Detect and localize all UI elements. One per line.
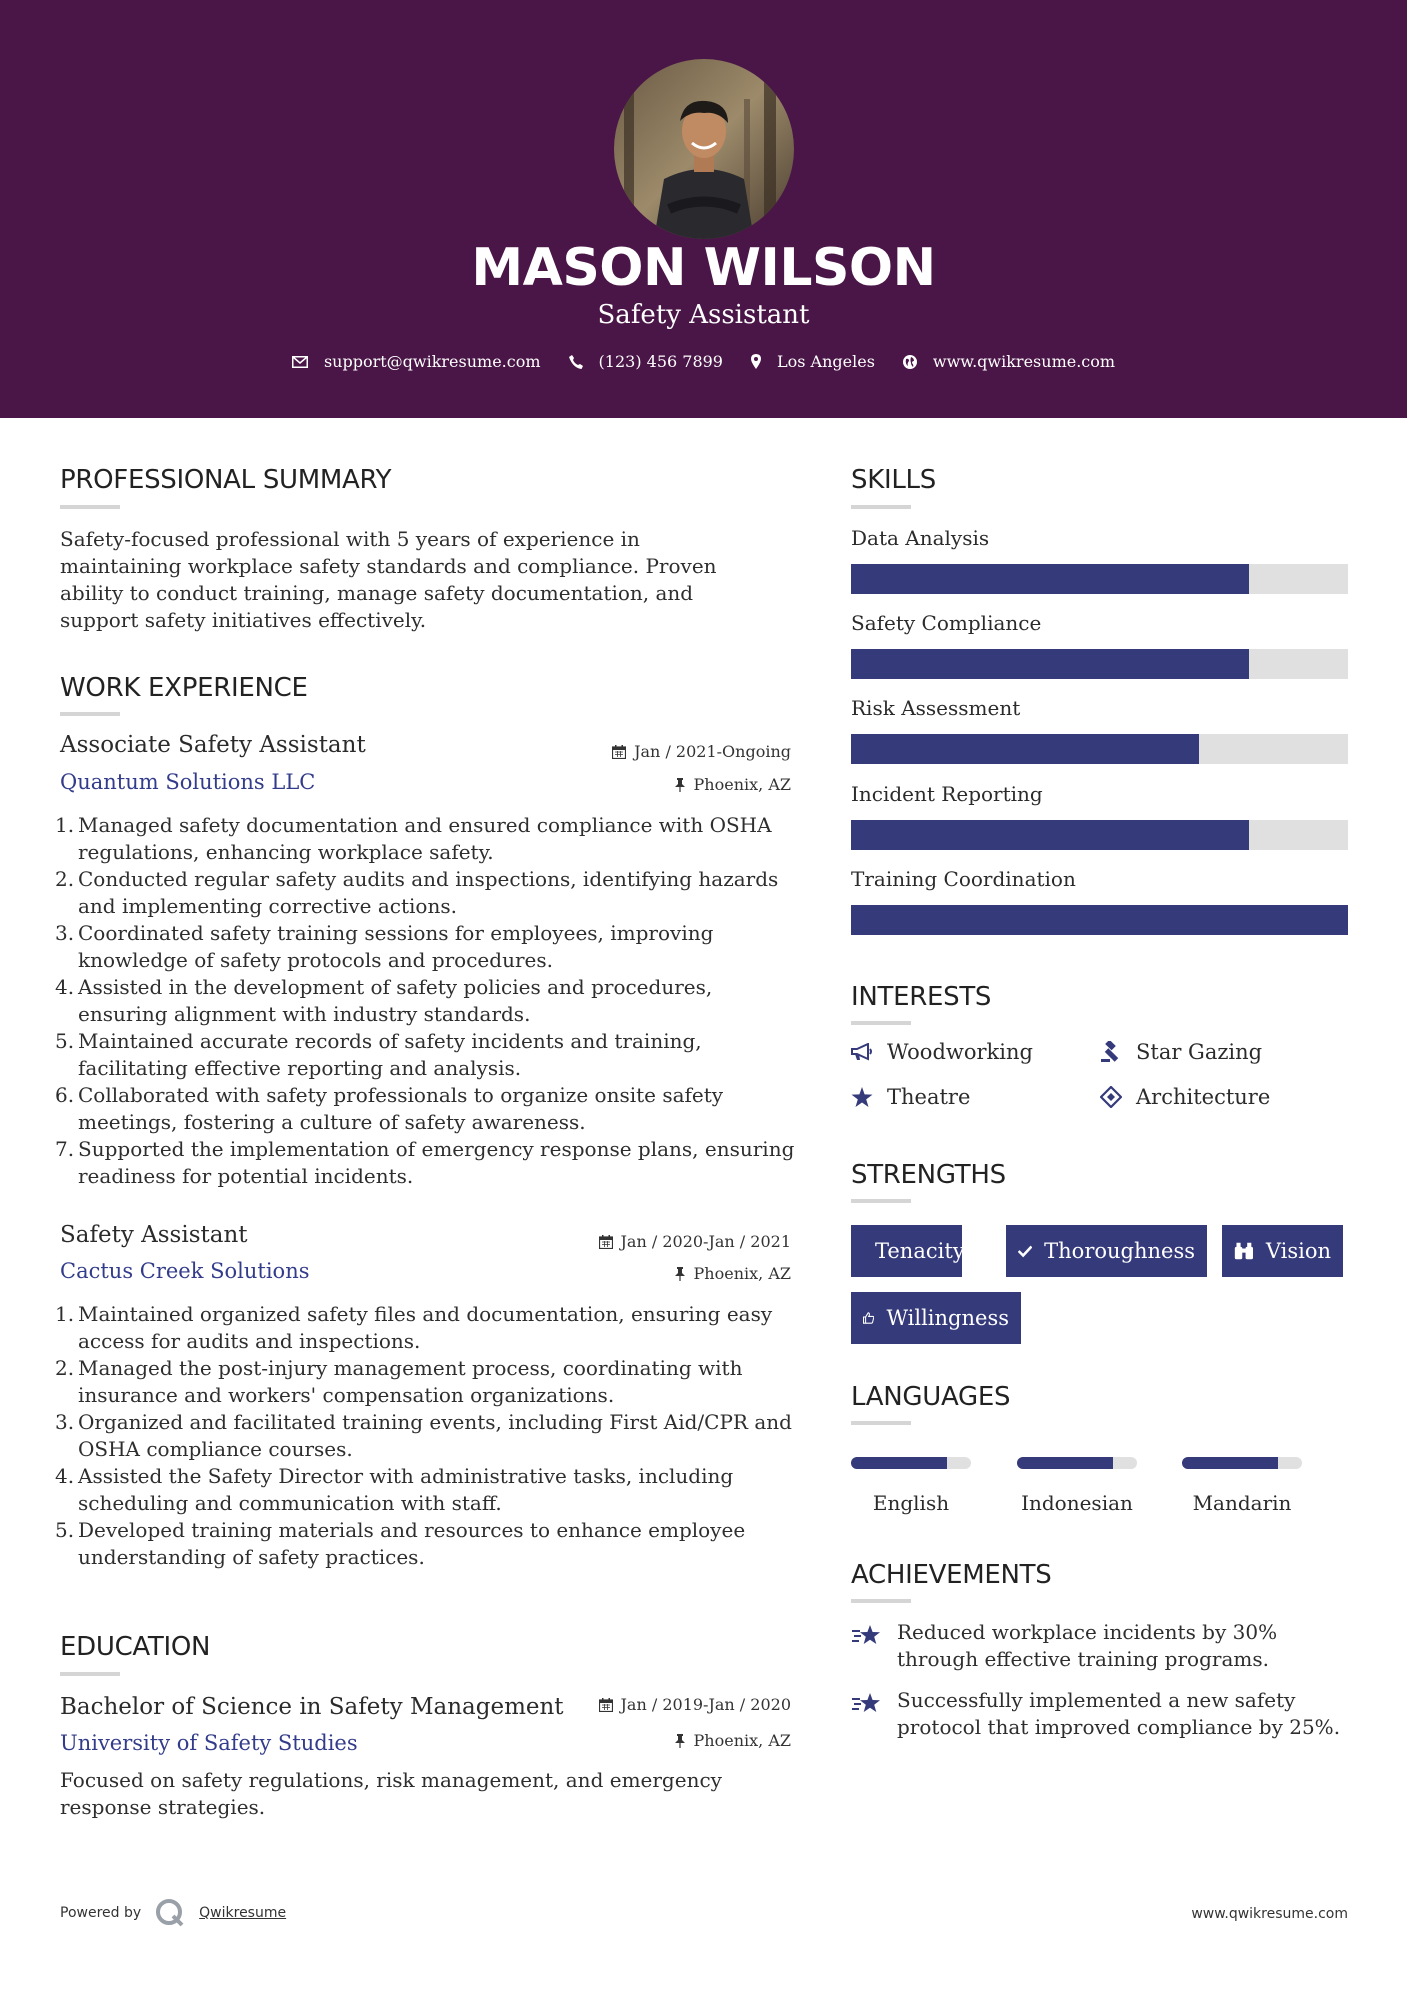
strengths-divider: [851, 1199, 911, 1203]
job-bullets: [55, 812, 800, 1190]
language-item: [1017, 1457, 1139, 1515]
job-title: Associate Safety Assistant: [60, 732, 366, 758]
skill-bar: [851, 820, 1348, 850]
work-divider: [60, 712, 120, 716]
achievement-text: Successfully implemented a new safety protocol that improved compliance by 25%.: [897, 1688, 1341, 1739]
achievement-item: [851, 1619, 1351, 1673]
list-item: 3. Coordinated safety training sessions for employees, improving knowledge of safety protocols and procedures.: [55, 921, 714, 972]
list-item: 1. Managed safety documentation and ensured compliance with OSHA regulations, enhancing workplace safety.: [55, 813, 772, 864]
email-text: support@qwikresume.com: [323, 352, 541, 371]
language-item: [1182, 1457, 1304, 1515]
strength-badge: [1006, 1225, 1207, 1277]
interest-label: Star Gazing: [1136, 1040, 1263, 1064]
language-bar: [1182, 1457, 1302, 1469]
skill-bar: [851, 649, 1348, 679]
profile-photo: [614, 59, 794, 239]
pin-icon: [674, 1267, 686, 1281]
strength-label: Willingness: [886, 1306, 1009, 1330]
language-bar-fill: [851, 1457, 947, 1469]
phone-text: (123) 456 7899: [598, 352, 723, 371]
strength-badge: [1222, 1225, 1343, 1277]
bullet-text: Organized and facilitated training events, including First Aid/CPR and OSHA compliance courses.: [78, 1410, 792, 1461]
bullet-text: Supported the implementation of emergency response plans, ensuring readiness for potential incidents.: [78, 1137, 795, 1188]
footer-powered-by: [60, 1898, 286, 1928]
globe-icon: [903, 355, 917, 369]
phone-icon: [569, 355, 583, 369]
list-item: 2. Conducted regular safety audits and inspections, identifying hazards and implementing corrective actions.: [55, 867, 779, 918]
work-heading: WORK EXPERIENCE: [60, 673, 308, 703]
pin-icon: [674, 778, 686, 792]
contact-bar: [0, 352, 1407, 371]
interest-item: [1100, 1040, 1262, 1064]
binoculars-icon: [1234, 1240, 1254, 1262]
strength-badge: [851, 1292, 1021, 1344]
pin-icon: [674, 1734, 686, 1748]
language-bar-fill: [1182, 1457, 1278, 1469]
skills-heading: SKILLS: [851, 465, 936, 495]
interests-divider: [851, 1021, 911, 1025]
achievement-item: [851, 1687, 1351, 1741]
summary-text: Safety-focused professional with 5 years of experience in maintaining workplace safety standards and compliance. Proven ability to conduct training, manage safety documentation, and support safety initiatives effectively.: [60, 527, 717, 632]
ticket-icon: [1100, 1086, 1122, 1108]
education-heading: EDUCATION: [60, 1632, 211, 1662]
education-location: [674, 1731, 791, 1750]
skill-label: Safety Compliance: [851, 611, 1042, 635]
interest-item: [851, 1085, 970, 1109]
calendar-icon: [612, 745, 626, 759]
job-bullets: [55, 1301, 800, 1571]
list-item: 7. Supported the implementation of emergency response plans, ensuring readiness for potential incidents.: [55, 1137, 795, 1188]
job-date-text: Jan / 2020-Jan / 2021: [620, 1232, 791, 1251]
strength-label: Vision: [1265, 1239, 1331, 1263]
contact-email[interactable]: [292, 352, 541, 371]
skill-bar-fill: [851, 905, 1348, 935]
list-item: 4. Assisted the Safety Director with administrative tasks, including scheduling and communication with staff.: [55, 1464, 734, 1515]
list-item: 6. Collaborated with safety professionals to organize onsite safety meetings, fostering a culture of safety awareness.: [55, 1083, 724, 1134]
list-item: 3. Organized and facilitated training events, including First Aid/CPR and OSHA compliance courses.: [55, 1410, 792, 1461]
envelope-icon: [292, 356, 308, 368]
contact-phone[interactable]: [569, 352, 723, 371]
job-date: [599, 1232, 791, 1251]
language-item: [851, 1457, 973, 1515]
education-location-text: Phoenix, AZ: [693, 1731, 791, 1750]
job-title: Safety Assistant: [60, 1222, 248, 1248]
contact-website[interactable]: [903, 352, 1115, 371]
summary-divider: [60, 505, 120, 509]
job-location: [674, 775, 791, 794]
skill-bar: [851, 905, 1348, 935]
strength-label: Tenacity: [875, 1239, 965, 1263]
skill-label: Risk Assessment: [851, 696, 1021, 720]
list-item: 5. Developed training materials and resources to enhance employee understanding of safety practices.: [55, 1518, 746, 1569]
education-divider: [60, 1672, 120, 1676]
bullet-text: Managed the post-injury management process, coordinating with insurance and workers' compensation organizations.: [78, 1356, 743, 1407]
bullet-text: Managed safety documentation and ensured compliance with OSHA regulations, enhancing workplace safety.: [78, 813, 772, 864]
language-label: Mandarin: [1192, 1491, 1292, 1515]
strength-badge: [851, 1225, 965, 1277]
languages-divider: [851, 1421, 911, 1425]
footer-brand-link[interactable]: Qwikresume: [199, 1905, 287, 1921]
skill-bar-fill: [851, 820, 1249, 850]
shooting-star-icon: [851, 1623, 883, 1649]
bullet-text: Collaborated with safety professionals to organize onsite safety meetings, fostering a culture of safety awareness.: [78, 1083, 724, 1134]
language-label: Indonesian: [1021, 1491, 1133, 1515]
skill-label: Incident Reporting: [851, 782, 1043, 806]
map-marker-icon: [751, 354, 761, 369]
skill-bar: [851, 734, 1348, 764]
candidate-name: MASON WILSON: [471, 238, 936, 298]
check-icon: [1018, 1242, 1032, 1260]
degree-title: Bachelor of Science in Safety Management: [60, 1694, 564, 1720]
strength-label: Thoroughness: [1044, 1239, 1195, 1263]
achievement-text: Reduced workplace incidents by 30% through effective training programs.: [897, 1620, 1278, 1671]
bullet-text: Maintained accurate records of safety incidents and training, facilitating effective reporting and analysis.: [78, 1029, 702, 1080]
bullet-text: Developed training materials and resources to enhance employee understanding of safety practices.: [78, 1518, 746, 1569]
achievements-heading: ACHIEVEMENTS: [851, 1560, 1052, 1590]
skill-bar-fill: [851, 734, 1199, 764]
thumbs-up-icon: [863, 1307, 874, 1329]
list-item: 4. Assisted in the development of safety policies and procedures, ensuring alignment with industry standards.: [55, 975, 713, 1026]
candidate-title: Safety Assistant: [597, 300, 810, 330]
language-bar: [1017, 1457, 1137, 1469]
skills-divider: [851, 505, 911, 509]
list-item: 5. Maintained accurate records of safety incidents and training, facilitating effective reporting and analysis.: [55, 1029, 702, 1080]
interest-item: [1100, 1085, 1270, 1109]
skill-label: Training Coordination: [851, 867, 1076, 891]
calendar-icon: [599, 1235, 613, 1249]
languages-heading: LANGUAGES: [851, 1382, 1011, 1412]
bullet-text: Coordinated safety training sessions for employees, improving knowledge of safety protocols and procedures.: [78, 921, 714, 972]
gavel-icon: [1100, 1041, 1122, 1063]
star-icon: [851, 1087, 873, 1108]
interest-label: Woodworking: [887, 1040, 1033, 1064]
education-date: [599, 1695, 791, 1714]
interest-label: Theatre: [887, 1085, 971, 1109]
bullet-text: Maintained organized safety files and documentation, ensuring easy access for audits and inspections.: [78, 1302, 773, 1353]
website-text: www.qwikresume.com: [932, 352, 1116, 371]
interests-heading: INTERESTS: [851, 982, 992, 1012]
bullet-text: Conducted regular safety audits and inspections, identifying hazards and implementing corrective actions.: [78, 867, 779, 918]
education-description: Focused on safety regulations, risk management, and emergency response strategies.: [60, 1768, 722, 1819]
list-item: 1. Maintained organized safety files and documentation, ensuring easy access for audits and inspections.: [55, 1302, 773, 1353]
job-location-text: Phoenix, AZ: [693, 1264, 791, 1283]
school-name: University of Safety Studies: [60, 1731, 358, 1755]
contact-location: [751, 352, 875, 371]
job-company: Cactus Creek Solutions: [60, 1259, 310, 1283]
shooting-star-icon: [851, 1691, 883, 1717]
bullet-text: Assisted the Safety Director with administrative tasks, including scheduling and communication with staff.: [78, 1464, 734, 1515]
interest-label: Architecture: [1136, 1085, 1271, 1109]
powered-by-text: Powered by: [60, 1905, 142, 1921]
language-bar-fill: [1017, 1457, 1113, 1469]
bullhorn-icon: [851, 1043, 873, 1061]
resume-header: [0, 0, 1407, 418]
achievements-divider: [851, 1599, 911, 1603]
skill-bar-fill: [851, 649, 1249, 679]
qwikresume-logo-icon: [155, 1898, 185, 1928]
strengths-heading: STRENGTHS: [851, 1160, 1006, 1190]
job-date-text: Jan / 2021-Ongoing: [634, 742, 791, 761]
bullet-text: Assisted in the development of safety policies and procedures, ensuring alignment with industry standards.: [78, 975, 713, 1026]
footer-website-link[interactable]: www.qwikresume.com: [1191, 1906, 1348, 1922]
skill-bar-fill: [851, 564, 1249, 594]
list-item: 2. Managed the post-injury management process, coordinating with insurance and workers' compensation organizations.: [55, 1356, 743, 1407]
education-date-text: Jan / 2019-Jan / 2020: [620, 1695, 791, 1714]
skill-bar: [851, 564, 1348, 594]
language-label: English: [872, 1491, 950, 1515]
language-bar: [851, 1457, 971, 1469]
job-date: [612, 742, 791, 761]
job-company: Quantum Solutions LLC: [60, 770, 316, 794]
calendar-icon: [599, 1698, 613, 1712]
job-location: [674, 1264, 791, 1283]
job-location-text: Phoenix, AZ: [693, 775, 791, 794]
interest-item: [851, 1040, 1033, 1064]
summary-heading: PROFESSIONAL SUMMARY: [60, 465, 392, 495]
skill-label: Data Analysis: [851, 526, 990, 550]
location-text: Los Angeles: [776, 352, 875, 371]
